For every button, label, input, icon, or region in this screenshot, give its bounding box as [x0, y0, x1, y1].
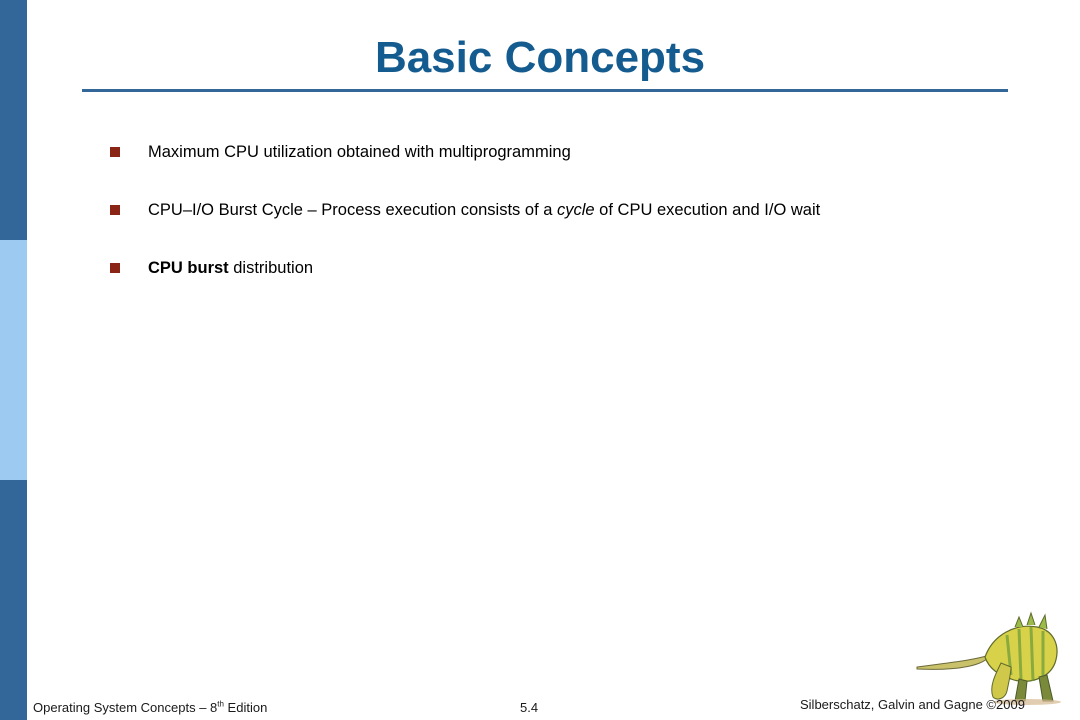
dinosaur-icon [915, 605, 1065, 705]
bullet-square-icon [110, 263, 120, 273]
bullet-text [148, 256, 313, 280]
footer-authors: Silberschatz, Galvin and Gagne ©2009 [800, 697, 1025, 712]
bullet-bold-term: CPU burst [148, 259, 229, 277]
footer-left-edition: Edition [223, 700, 268, 715]
sidebar-segment-bottom [0, 480, 27, 720]
sidebar-segment-middle [0, 240, 27, 480]
bullet-square-icon [110, 205, 120, 215]
footer-left-text: Operating System Concepts – 8 [33, 700, 218, 715]
title-underline [82, 89, 1008, 92]
footer-book-title [33, 700, 267, 715]
bullet-square-icon [110, 147, 120, 157]
footer-left-superscript: th [217, 699, 224, 709]
bullet-text [148, 198, 820, 222]
left-sidebar-decoration [0, 0, 27, 720]
slide-title: Basic Concepts [374, 33, 706, 82]
bullet-item [110, 140, 571, 164]
bullet-text-span: CPU–I/O Burst Cycle – Process execution consists of a [148, 201, 557, 219]
bullet-text-span: distribution [228, 259, 314, 277]
bullet-italic-term: cycle [557, 201, 595, 219]
bullet-text-span: Maximum CPU utilization obtained with multiprogramming [148, 143, 571, 161]
bullet-text-span: of CPU execution and I/O wait [594, 201, 821, 219]
bullet-item [110, 256, 314, 280]
bullet-item [110, 198, 821, 222]
footer-page-number: 5.4 [520, 700, 539, 715]
bullet-text [148, 140, 571, 164]
